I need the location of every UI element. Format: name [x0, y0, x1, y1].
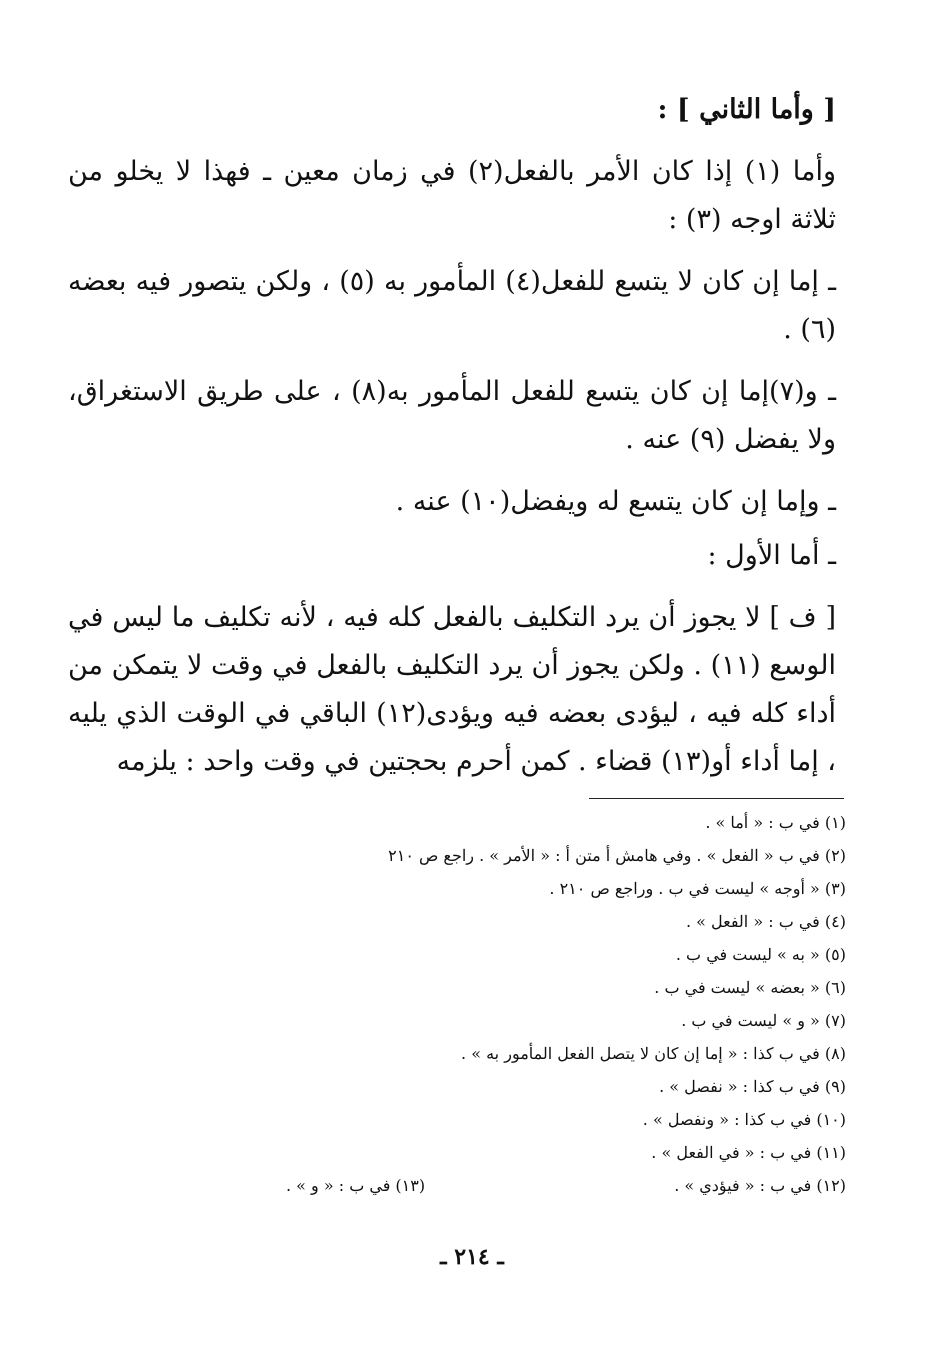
footnote-8: (٨) في ب كذا : « إما إن كان لا يتصل الفعل المأمور به » . — [461, 1044, 846, 1063]
footnote-7: (٧) « و » ليست في ب . — [681, 1011, 846, 1030]
footnote-row-12-13 — [286, 1169, 846, 1202]
page-number: ـ ٢١٤ ـ — [440, 1244, 504, 1270]
paragraph-first-case-heading: ـ أما الأول : — [707, 540, 836, 571]
footnote-3: (٣) « أوجه » ليست في ب . وراجع ص ٢١٠ . — [549, 879, 846, 898]
paragraph-case-3: ـ وإما إن كان يتسع له ويفضل(١٠) عنه . — [395, 486, 836, 517]
footnote-10: (١٠) في ب كذا : « ونفصل » . — [642, 1110, 846, 1129]
paragraph-first-case-body: [ ف ] لا يجوز أن يرد التكليف بالفعل كله فيه ، لأنه تكليف ما ليس في الوسع (١١) . ولكن يجوز أن يرد التكليف بالفعل في وقت لا يتمكن من أداء كله فيه ، ليؤدى بعضه فيه ويؤدى(١٢) الباقي في الوقت الذي يليه ، إما أداء أو(١٣) قضاء . كمن أحرم بحجتين في وقت واحد : يلزمه — [68, 602, 836, 777]
footnote-6: (٦) « بعضه » ليست في ب . — [654, 978, 846, 997]
footnote-12: (١٢) في ب : « فيؤدي » . — [674, 1176, 846, 1195]
footnote-1: (١) في ب : « أما » . — [705, 813, 846, 832]
footnote-13: (١٣) في ب : « و » . — [286, 1176, 426, 1195]
footnote-2: (٢) في ب « الفعل » . وفي هامش أ متن أ : « الأمر » . راجع ص ٢١٠ — [388, 846, 846, 865]
paragraph-case-1: ـ إما إن كان لا يتسع للفعل(٤) المأمور به (٥) ، ولكن يتصور فيه بعضه (٦) . — [68, 266, 836, 345]
paragraph-intro: وأما (١) إذا كان الأمر بالفعل(٢) في زمان معين ـ فهذا لا يخلو من ثلاثة اوجه (٣) : — [68, 156, 836, 235]
footnote-5: (٥) « به » ليست في ب . — [675, 945, 846, 964]
section-heading: [ وأما الثاني ] : — [657, 94, 836, 125]
footnote-4: (٤) في ب : « الفعل » . — [685, 912, 846, 931]
footnote-11: (١١) في ب : « في الفعل » . — [651, 1143, 846, 1162]
paragraph-case-2: ـ و(٧)إما إن كان يتسع للفعل المأمور به(٨) ، على طريق الاستغراق، ولا يفضل (٩) عنه . — [68, 376, 836, 455]
footnote-9: (٩) في ب كذا : « نفصل » . — [659, 1077, 846, 1096]
footnotes — [286, 806, 846, 1202]
footnote-divider — [589, 798, 844, 799]
main-text — [68, 90, 836, 800]
